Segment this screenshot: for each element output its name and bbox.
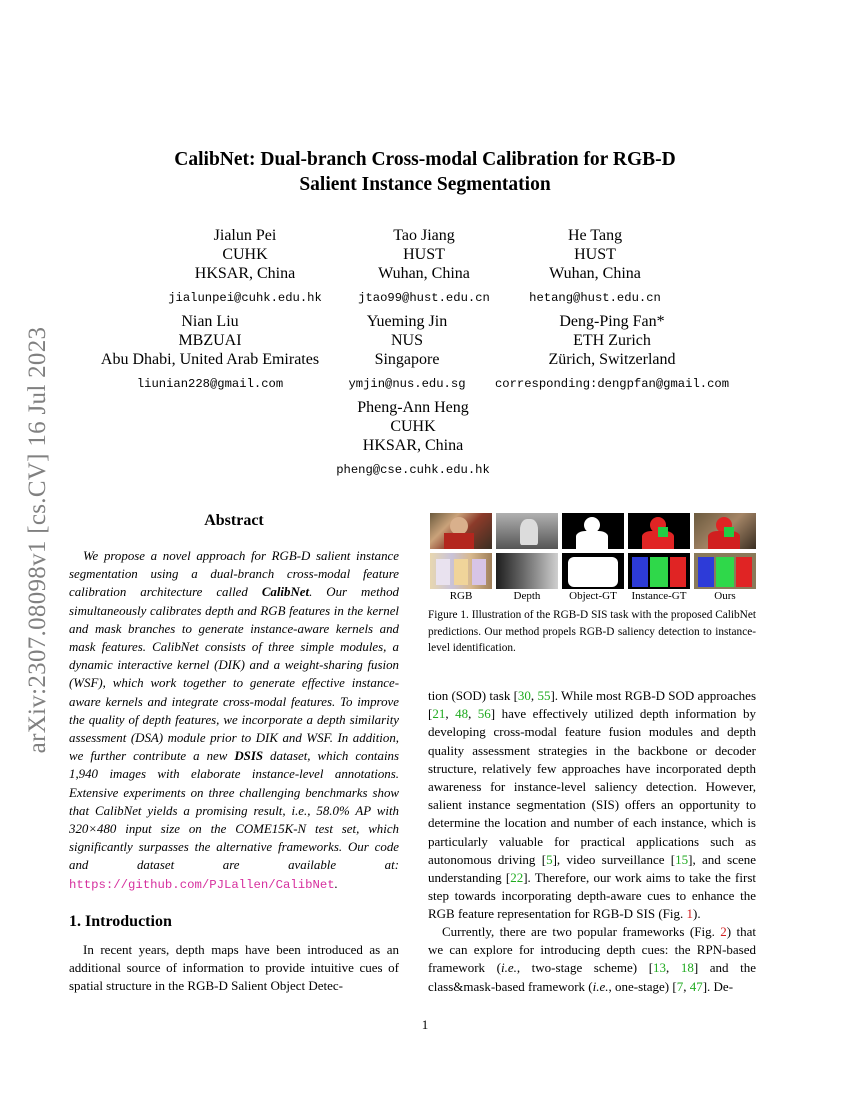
- author-email[interactable]: corresponding:dengpfan@gmail.com: [494, 377, 730, 391]
- instance-gt-bottom: [628, 553, 690, 589]
- figure-caption: Figure 1. Illustration of the RGB-D SIS task with the proposed CalibNet predictions. Our method propels RGB-D saliency detection to instance-level identification.: [428, 609, 756, 654]
- author-block: Tao Jiang HUST Wuhan, China jtao99@hust.edu.cn: [344, 226, 504, 308]
- citation-link[interactable]: 13: [653, 960, 667, 976]
- citation-link[interactable]: 18: [680, 960, 694, 976]
- right-paragraph-1: tion (SOD) task [30, 55]. While most RGB-D SOD approaches [21, 48, 56] have effectively utilized depth information by developing cross-modal feature fusion modules and depth quality assessment strategies in the backbone or decoder structure, relatively few approaches have incorporated depth awareness for instance-level saliency detection. However, salient instance segmentation (SIS) offers an opportunity to determine the location and number of each instance, which is particularly valuable for practical applications such as autonomous driving [5], video surveillance [15], and scene understanding [22]. Therefore, our work aims to take the first step towards incorporating depth-aware cues to enhance the RGB feature representation for RGB-D SIS (Fig. 1).: [428, 688, 757, 922]
- figure-label: RGB: [449, 590, 473, 602]
- author-email[interactable]: ymjin@nus.edu.sg: [348, 377, 466, 391]
- code-link[interactable]: https://github.com/PJLallen/CalibNet: [69, 877, 335, 892]
- rgb-image-top: [430, 513, 492, 549]
- title-line-2: Salient Instance Segmentation: [299, 174, 551, 195]
- author-block: Jialun Pei CUHK HKSAR, China jialunpei@cuhk.edu.hk: [165, 226, 325, 308]
- author-block: Nian Liu MBZUAI Abu Dhabi, United Arab Emirates liunian228@gmail.com: [90, 312, 330, 394]
- citation-link[interactable]: 55: [537, 688, 551, 703]
- citation-link[interactable]: 7: [676, 978, 684, 994]
- depth-image-bottom: [496, 553, 558, 589]
- figure-ref-link[interactable]: 1: [686, 906, 694, 922]
- citation-link[interactable]: 48: [455, 706, 469, 722]
- author-email[interactable]: jialunpei@cuhk.edu.hk: [168, 291, 322, 305]
- author-block: Yueming Jin NUS Singapore ymjin@nus.edu.sg: [327, 312, 487, 394]
- right-paragraph-2: Currently, there are two popular frameworks (Fig. 2) that we can explore for introducing depth cues: the RPN-based framework (i.e., two-stage scheme) [13, 18] and the class&mask-based framework (i.e., one-stage) [7, 47]. De-: [428, 924, 757, 994]
- object-gt-bottom: [562, 553, 624, 589]
- intro-heading: 1. Introduction: [69, 913, 172, 930]
- paper-title: [100, 147, 750, 197]
- citation-link[interactable]: 5: [546, 851, 553, 867]
- object-gt-top: [562, 513, 624, 549]
- citation-link[interactable]: 21: [432, 706, 446, 722]
- abstract-heading: Abstract: [204, 512, 264, 529]
- figure-label: Depth: [513, 590, 541, 602]
- figure-label: Instance-GT: [631, 590, 687, 602]
- citation-link[interactable]: 30: [517, 688, 531, 703]
- ours-top: [694, 513, 756, 549]
- ours-bottom: [694, 553, 756, 589]
- rgb-image-bottom: [430, 553, 492, 589]
- abstract-text: We propose a novel approach for RGB-D salient instance segmentation using a dual-branch cross-modal feature calibration architecture called CalibNet. Our method simultaneously calibrates depth and RGB features in the kernel and mask branches to generate instance-aware kernels and mask features. CalibNet consists of three simple modules, a dynamic interactive kernel (DIK) and a weight-sharing fusion (WSF), which work together to generate effective instance-aware kernels and integrate cross-modal features. To improve the quality of depth features, we incorporate a depth similarity assessment (DSA) module prior to DIK and WSF. In addition, we further contribute a new DSIS dataset, which contains 1,940 images with elaborate instance-level annotations. Extensive experiments on three challenging benchmarks show that CalibNet yields a promising result, i.e., 58.0% AP with 320×480 input size on the COME15K-N test set, which significantly surpasses the alternative frameworks. Our code and dataset are available at: https://github.com/PJLallen/CalibNet.: [69, 549, 400, 892]
- author-block: He Tang HUST Wuhan, China hetang@hust.edu.cn: [515, 226, 675, 308]
- title-line-1: CalibNet: Dual-branch Cross-modal Calibration for RGB-D: [174, 149, 676, 170]
- author-email[interactable]: hetang@hust.edu.cn: [529, 291, 661, 305]
- citation-link[interactable]: 15: [675, 851, 689, 867]
- intro-paragraph: In recent years, depth maps have been introduced as an additional source of information to provide intuitive cues of spatial structure in the RGB-D Salient Object Detec-: [69, 942, 399, 994]
- figure-label: Ours: [714, 590, 736, 602]
- author-email[interactable]: jtao99@hust.edu.cn: [358, 291, 490, 305]
- arxiv-stamp: arXiv:2307.08098v1 [cs.CV] 16 Jul 2023: [24, 326, 51, 754]
- citation-link[interactable]: 47: [689, 978, 703, 994]
- author-email[interactable]: liunian228@gmail.com: [136, 377, 284, 391]
- page-number: 1: [421, 1017, 429, 1032]
- citation-link[interactable]: 56: [477, 706, 491, 722]
- author-block: Pheng-Ann Heng CUHK HKSAR, China pheng@cse.cuhk.edu.hk: [333, 398, 493, 480]
- figure-ref-link[interactable]: 2: [720, 924, 727, 939]
- instance-gt-top: [628, 513, 690, 549]
- author-email[interactable]: pheng@cse.cuhk.edu.hk: [336, 463, 490, 477]
- author-block: Deng-Ping Fan* ETH Zurich Zürich, Switzerland corresponding:dengpfan@gmail.com: [492, 312, 732, 394]
- figure-label: Object-GT: [569, 590, 617, 602]
- depth-image-top: [496, 513, 558, 549]
- citation-link[interactable]: 22: [510, 870, 524, 886]
- figure-1: [430, 513, 756, 602]
